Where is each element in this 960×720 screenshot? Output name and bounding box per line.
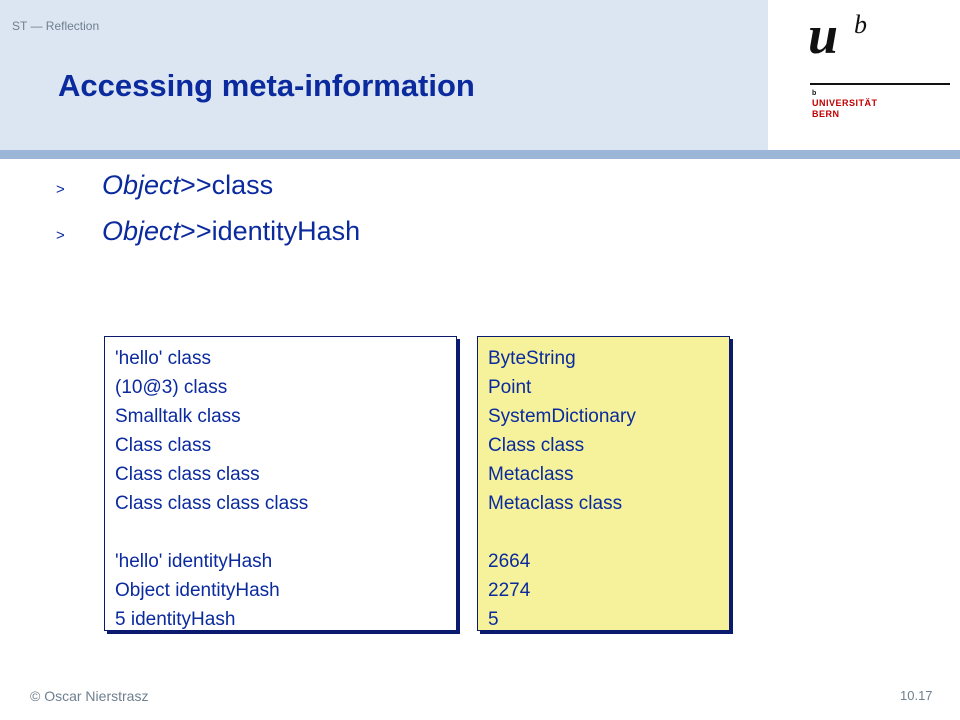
expression-line: Class class class xyxy=(115,464,260,485)
bullet-item xyxy=(56,170,360,216)
expression-line: 5 identityHash xyxy=(115,609,236,630)
logo-superscript: b xyxy=(812,90,817,97)
result-line: SystemDictionary xyxy=(488,406,636,427)
logo-letter-u: u xyxy=(808,5,839,65)
bullet-list xyxy=(56,170,360,262)
result-line: Point xyxy=(488,377,532,398)
logo-letter-b: b xyxy=(854,10,867,39)
bullet-item xyxy=(56,216,360,262)
bullet-marker-icon: > xyxy=(56,227,65,244)
footer-author: © Oscar Nierstrasz xyxy=(30,688,149,704)
result-line: ByteString xyxy=(488,348,576,369)
results-box xyxy=(477,336,730,631)
expressions-box xyxy=(104,336,457,631)
page-number: 10.17 xyxy=(900,688,933,703)
result-line: 5 xyxy=(488,609,499,630)
running-head: ST — Reflection xyxy=(12,19,100,33)
bullet-method: >>identityHash xyxy=(180,216,361,246)
slide-title: Accessing meta-information xyxy=(58,68,475,103)
result-line: 2274 xyxy=(488,580,531,601)
bullet-method: >>class xyxy=(180,170,274,200)
expression-line: Object identityHash xyxy=(115,580,280,601)
bullet-marker-icon: > xyxy=(56,181,65,198)
spacer xyxy=(488,518,719,547)
expression-line: Class class class class xyxy=(115,493,309,514)
university-logo xyxy=(808,5,953,123)
result-line: Metaclass class xyxy=(488,493,623,514)
expression-line: 'hello' identityHash xyxy=(115,551,273,572)
result-line: Metaclass xyxy=(488,464,574,485)
expression-line: Class class xyxy=(115,435,212,456)
bullet-object: Object xyxy=(102,216,181,246)
expression-line: Smalltalk class xyxy=(115,406,241,427)
spacer xyxy=(115,518,446,547)
expression-line: 'hello' class xyxy=(115,348,211,369)
result-line: 2664 xyxy=(488,551,531,572)
logo-bern-text: BERN xyxy=(812,109,840,119)
result-line: Class class xyxy=(488,435,585,456)
header-rule xyxy=(0,150,960,159)
logo-divider xyxy=(810,83,950,85)
expression-line: (10@3) class xyxy=(115,377,228,398)
logo-university-text: UNIVERSITÄT xyxy=(812,98,878,108)
bullet-object: Object xyxy=(102,170,181,200)
